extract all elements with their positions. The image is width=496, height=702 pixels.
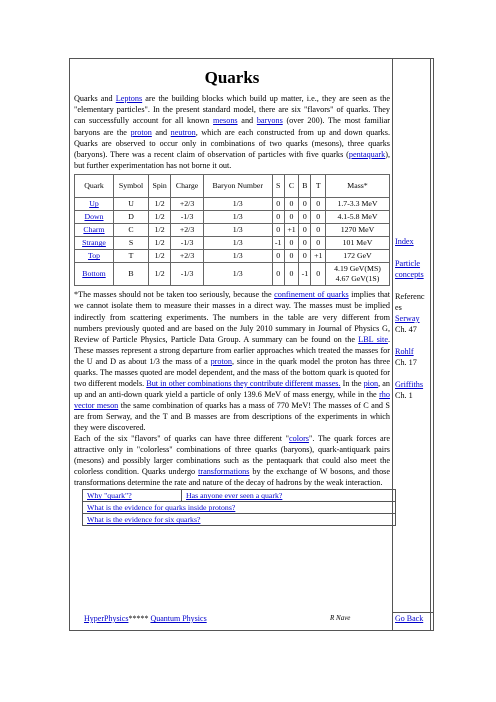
sidebar-serway — [395, 313, 431, 335]
table-cell: +2/3 — [171, 250, 204, 263]
quark-strange-link[interactable]: Strange — [82, 238, 106, 248]
table-cell: -1/3 — [171, 263, 204, 286]
table-cell: 0 — [299, 224, 311, 237]
sidebar-rohlf — [395, 346, 431, 368]
quark-up-link[interactable]: Up — [89, 199, 99, 209]
page-title: Quarks — [204, 68, 260, 87]
table-row — [83, 514, 396, 526]
intro-text: Quarks and — [74, 94, 116, 103]
table-cell: 0 — [284, 198, 299, 211]
references-label: Referenc — [395, 292, 425, 301]
table-cell: 0 — [284, 250, 299, 263]
table-cell: 1/3 — [203, 198, 272, 211]
table-cell: C — [114, 224, 149, 237]
intro-text: (over 200). The most familiar baryons are the — [74, 116, 390, 137]
table-cell — [75, 211, 114, 224]
table-cell: -1/3 — [171, 237, 204, 250]
seen-quark-link[interactable]: Has anyone ever seen a quark? — [186, 491, 283, 501]
table-row — [75, 250, 390, 263]
go-back-area — [395, 614, 423, 623]
table-cell: 0 — [299, 237, 311, 250]
table-cell: +2/3 — [171, 224, 204, 237]
colors-text: ". The quark forces are attractive only in "colorless" combinations of three quarks (baryons), quark-antiquark pairs (mesons) and possibly larger combinations such as the pentaquark that could also meet the colorless condition. Quarks undergo — [74, 434, 390, 477]
table-cell: T — [114, 250, 149, 263]
quark-bottom-link[interactable]: Bottom — [82, 269, 106, 279]
mesons-link[interactable]: mesons — [213, 116, 238, 126]
mass-note-paragraph — [74, 289, 390, 433]
transformations-link[interactable]: transformations — [198, 467, 250, 477]
table-cell: 0 — [272, 224, 284, 237]
table-cell: 1/3 — [203, 237, 272, 250]
table-cell: 0 — [284, 237, 299, 250]
sidebar-references — [395, 291, 431, 313]
column-header: Baryon Number — [203, 175, 272, 198]
stars-text: ***** — [128, 614, 149, 623]
mass-value: 4.19 GeV(MS) — [334, 264, 381, 274]
column-header: Mass* — [325, 175, 389, 198]
note-text: In the — [340, 378, 364, 388]
colors-link[interactable]: colors — [288, 434, 309, 444]
why-quark-link[interactable]: Why "quark"? — [87, 491, 132, 501]
baryons-link[interactable]: baryons — [256, 116, 283, 126]
mass-value: 4.67 GeV(1S) — [335, 274, 380, 284]
table-cell: 1/2 — [149, 263, 171, 286]
lbl-site-link[interactable]: LBL site — [358, 334, 388, 344]
table-cell: 1/2 — [149, 250, 171, 263]
colors-paragraph — [74, 433, 390, 488]
table-cell: 1270 MeV — [325, 224, 389, 237]
table-cell: B — [114, 263, 149, 286]
table-cell: 0 — [311, 211, 326, 224]
intro-text: are the building blocks which build up matter, i.e., they are seen as the "elementary particles". In the present standard model, there are six "flavors" of quarks. They can successfully account for all known — [74, 94, 391, 126]
sidebar — [395, 236, 431, 412]
table-cell: 0 — [284, 263, 299, 286]
table-cell: +1 — [311, 250, 326, 263]
table-header-row — [75, 175, 390, 198]
table-cell — [83, 490, 182, 502]
intro-text: and — [237, 116, 257, 126]
note-text: the same combination of quarks has a mass of 770 MeV! The masses of C and S are from Serway, and the T and B masses are from descriptions of the experiments in which they were discovered. — [74, 400, 390, 432]
note-text: *The masses should not be taken too seriously, because the — [74, 290, 275, 300]
column-header: B — [299, 175, 311, 198]
table-row — [75, 263, 390, 286]
table-cell: 0 — [299, 211, 311, 224]
table-cell — [75, 250, 114, 263]
column-header: S — [272, 175, 284, 198]
evidence-six-quarks-link[interactable]: What is the evidence for six quarks? — [87, 515, 201, 525]
intro-text: and — [151, 127, 171, 137]
griffiths-link[interactable]: Griffiths — [395, 380, 424, 389]
confinement-link[interactable]: confinement of quarks — [274, 290, 349, 300]
sidebar-index — [395, 236, 431, 247]
leptons-link[interactable]: Leptons — [115, 94, 143, 103]
column-header: T — [311, 175, 326, 198]
table-cell: 1/2 — [149, 224, 171, 237]
table-cell: 0 — [311, 224, 326, 237]
table-cell: 0 — [272, 250, 284, 263]
author-credit: R Nave — [330, 614, 351, 622]
table-cell: 1/3 — [203, 211, 272, 224]
serway-link[interactable]: Serway — [395, 314, 420, 323]
column-header: C — [284, 175, 299, 198]
note-text: implies that we cannot isolate them to measure their masses in a direct way. The masses must be implied indirectly from scattering experiments. The numbers in the table are very different from numbers previously quoted and are based on the July 2010 summary in Journal of Physics G, Review of Particle Physics, Particle Data Group. A summary can be found on the — [74, 290, 390, 344]
table-cell: 0 — [311, 263, 326, 286]
rho-vector-meson-link[interactable]: rho vector meson — [74, 389, 390, 410]
table-cell — [75, 263, 114, 286]
proton-link[interactable]: proton — [130, 127, 152, 137]
table-cell — [75, 237, 114, 250]
table-cell: U — [114, 198, 149, 211]
questions-table — [82, 489, 396, 526]
neutron-link[interactable]: neutron — [170, 127, 196, 137]
quantum-physics-link[interactable]: Quantum Physics — [150, 614, 207, 623]
table-cell: -1 — [272, 237, 284, 250]
intro-paragraph — [74, 93, 390, 171]
hyperphysics-link[interactable]: HyperPhysics — [84, 614, 129, 623]
quark-charm-link[interactable]: Charm — [83, 225, 105, 235]
table-cell: 1/3 — [203, 263, 272, 286]
intro-text: ), but further experimentation has not borne it out. — [74, 150, 390, 171]
table-cell — [83, 502, 396, 514]
main-content — [74, 62, 390, 526]
table-cell: 1/2 — [149, 211, 171, 224]
table-cell: 0 — [272, 263, 284, 286]
intro-text: , which are each constructed from up and down quarks. Quarks are observed to occur only in combinations of two quarks (mesons), three quarks (baryons). There was a recent claim of observation of particles with five quarks ( — [74, 127, 391, 160]
table-cell: 0 — [299, 250, 311, 263]
table-cell — [75, 198, 114, 211]
table-cell: 0 — [299, 198, 311, 211]
proton-link[interactable]: proton — [210, 356, 232, 366]
quark-table — [74, 174, 390, 286]
table-cell: 1/2 — [149, 237, 171, 250]
other-combinations-link[interactable]: But in other combinations they contribute different masses. — [146, 378, 341, 388]
sidebar-link-text: Particle — [395, 259, 421, 268]
table-row — [83, 502, 396, 514]
chapter-label: Ch. 17 — [395, 358, 417, 367]
rohlf-link[interactable]: Rohlf — [395, 347, 414, 356]
table-row — [75, 198, 390, 211]
sidebar-griffiths — [395, 379, 431, 401]
colors-text: by the exchange of W bosons, and those transformations determine the rate and nature of the decay of hadrons by the weak interaction. — [74, 467, 390, 488]
footer-nav — [84, 612, 207, 625]
sidebar-link-text: concepts — [395, 270, 424, 279]
table-cell: 0 — [311, 237, 326, 250]
evidence-inside-protons-link[interactable]: What is the evidence for quarks inside protons? — [87, 503, 236, 513]
colors-text: Each of the six "flavors" of quarks can have three different " — [74, 434, 289, 444]
table-cell — [83, 514, 396, 526]
table-cell: +2/3 — [171, 198, 204, 211]
footer — [80, 612, 386, 625]
table-cell: 4.1-5.8 MeV — [325, 211, 389, 224]
table-row — [83, 490, 396, 502]
table-cell: 1/3 — [203, 224, 272, 237]
table-cell: 0 — [311, 198, 326, 211]
particle-concepts-link[interactable] — [395, 259, 424, 279]
table-cell: 0 — [272, 211, 284, 224]
table-cell: -1 — [299, 263, 311, 286]
references-label: es — [395, 303, 402, 312]
table-cell: 0 — [272, 198, 284, 211]
note-text: , an up and an anti-down quark yield a particle of only 139.6 MeV of mass energy, while in the — [74, 378, 390, 399]
table-row — [75, 211, 390, 224]
table-cell: 1.7-3.3 MeV — [325, 198, 389, 211]
sidebar-particle-concepts — [395, 258, 431, 280]
column-header: Symbol — [114, 175, 149, 198]
table-row — [75, 224, 390, 237]
column-header: Quark — [75, 175, 114, 198]
note-text: . These masses represent a strong departure from earlier approaches which treated the masses for the U and D as about 1/3 the mass of a — [74, 334, 390, 366]
sidebar-divider — [393, 612, 433, 613]
table-cell: 101 MeV — [325, 237, 389, 250]
table-cell: 1/2 — [149, 198, 171, 211]
pentaquark-link[interactable]: pentaquark — [348, 150, 386, 160]
column-header: Charge — [171, 175, 204, 198]
chapter-label: Ch. 1 — [395, 391, 413, 400]
table-cell: -1/3 — [171, 211, 204, 224]
table-cell — [182, 490, 396, 502]
table-cell: D — [114, 211, 149, 224]
index-link[interactable]: Index — [395, 237, 414, 246]
table-cell: 172 GeV — [325, 250, 389, 263]
table-cell — [75, 224, 114, 237]
table-cell: 0 — [284, 211, 299, 224]
table-cell: +1 — [284, 224, 299, 237]
pion-link[interactable]: pion — [363, 378, 379, 388]
table-cell: S — [114, 237, 149, 250]
quark-top-link[interactable]: Top — [87, 251, 100, 261]
table-cell — [325, 263, 389, 286]
table-cell: 1/3 — [203, 250, 272, 263]
table-row — [75, 237, 390, 250]
quark-down-link[interactable]: Down — [84, 212, 104, 222]
column-header: Spin — [149, 175, 171, 198]
chapter-label: Ch. 47 — [395, 325, 417, 334]
go-back-link[interactable]: Go Back — [395, 614, 424, 623]
note-text: , since in the quark model the proton has three quarks. The masses quoted are model dependent, and the mass of the bottom quark is quoted for two different models. — [74, 356, 390, 388]
